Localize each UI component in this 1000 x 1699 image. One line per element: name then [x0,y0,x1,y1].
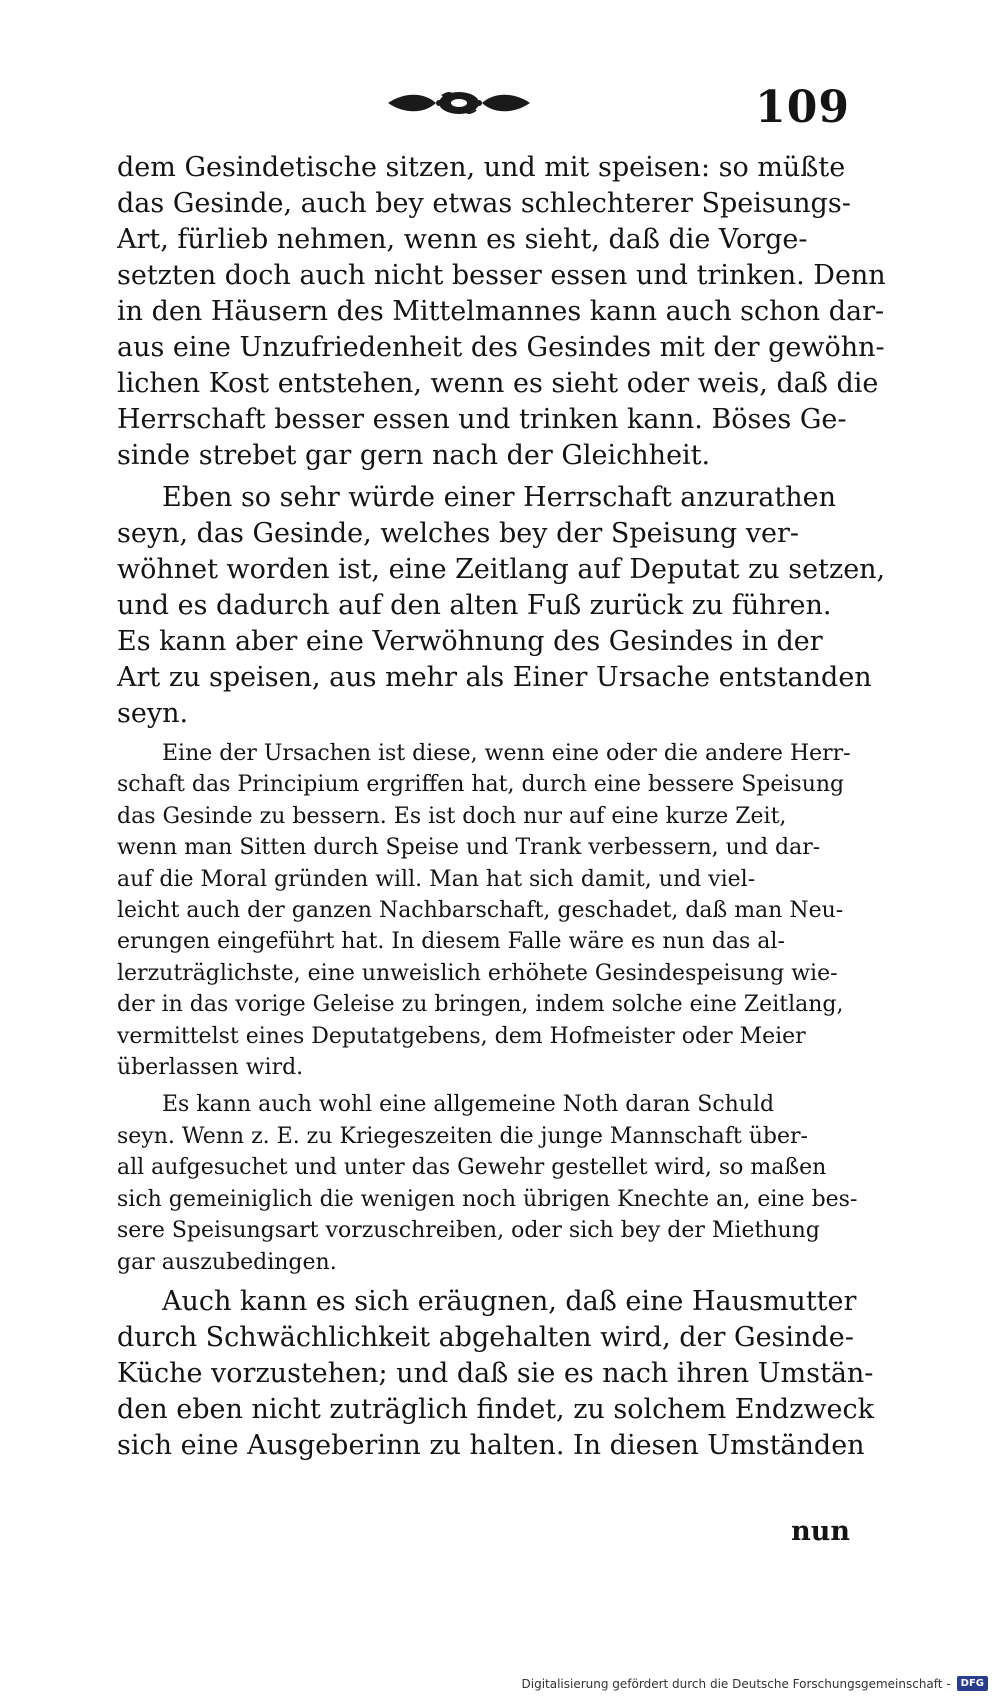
text-line: sich eine Ausgeberinn zu halten. In diesen Umständen [117,1429,865,1461]
text-line: sich gemeiniglich die wenigen noch übrigen Knechte an, eine bes- [117,1186,858,1212]
text-line: all aufgesuchet und unter das Gewehr gestellet wird, so maßen [117,1155,827,1181]
page-number: 109 [755,82,850,133]
text-line: vermittelst eines Deputatgebens, dem Hofmeister oder Meier [117,1023,806,1049]
text-line: erungen eingeführt hat. In diesem Falle wäre es nun das al- [117,929,785,955]
text-line: setzten doch auch nicht besser essen und trinken. Denn [117,260,886,291]
paragraph [117,738,857,1083]
text-line: das Gesinde zu bessern. Es ist doch nur auf eine kurze Zeit, [117,803,787,829]
text-line: lichen Kost entstehen, wenn es sieht oder weis, daß die [117,368,879,399]
text-line: wenn man Sitten durch Speise und Trank verbessern, und dar- [117,835,821,861]
paragraph [117,150,886,474]
text-line: in den Häusern des Mittelmannes kann auch schon dar- [117,296,885,327]
text-line: Es kann auch wohl eine allgemeine Noth daran Schuld [162,1092,775,1118]
text-line: Eine der Ursachen ist diese, wenn eine oder die andere Herr- [162,741,851,766]
text-line: sere Speisungsart vorzuschreiben, oder sich bey der Miethung [117,1218,820,1244]
text-line: dem Gesindetische sitzen, und mit speisen: so müßte [117,152,846,183]
paragraph [117,1284,875,1464]
text-line: seyn. [117,698,189,729]
text-line: schaft das Principium ergriffen hat, durch eine bessere Speisung [117,772,845,798]
text-line: lerzuträglichste, eine unweislich erhöhete Gesindespeisung wie- [117,960,838,986]
text-line: überlassen wird. [117,1055,304,1081]
footer-attribution [522,1676,989,1691]
page-header [0,82,1000,152]
decorative-vignette-icon [384,88,534,118]
text-line: Herrschaft besser essen und trinken kann. Böses Ge- [117,404,847,435]
text-line: das Gesinde, auch bey etwas schlechterer Speisungs- [117,188,851,219]
text-line: und es dadurch auf den alten Fuß zurück zu führen. [117,590,832,621]
text-line: aus eine Unzufriedenheit des Gesindes mit der gewöhn- [117,332,885,363]
text-line: gar auszubedingen. [117,1249,337,1275]
footer-text: Digitalisierung gefördert durch die Deutsche Forschungsgemeinschaft - [521,1676,951,1691]
catchword: nun [791,1516,850,1547]
text-line: wöhnet worden ist, eine Zeitlang auf Deputat zu setzen, [117,554,886,585]
text-line: seyn, das Gesinde, welches bey der Speisung ver- [117,518,799,549]
text-line: sinde strebet gar gern nach der Gleichheit. [117,440,711,471]
text-line: den eben nicht zuträglich findet, zu solchem Endzweck [117,1393,875,1425]
text-line: Auch kann es sich eräugnen, daß eine Hausmutter [162,1285,857,1317]
text-line: auf die Moral gründen will. Man hat sich damit, und viel- [117,866,756,892]
text-line: Küche vorzustehen; und daß sie es nach ihren Umstän- [117,1357,874,1389]
text-line: Art, fürlieb nehmen, wenn es sieht, daß die Vorge- [117,224,808,255]
text-line: Es kann aber eine Verwöhnung des Gesindes in der [117,626,823,657]
text-line: durch Schwächlichkeit abgehalten wird, der Gesinde- [117,1321,854,1353]
text-line: Eben so sehr würde einer Herrschaft anzurathen [162,482,837,513]
paragraph [117,480,886,732]
text-line: leicht auch der ganzen Nachbarschaft, geschadet, daß man Neu- [117,898,844,924]
paragraph [117,1089,857,1277]
dfg-logo: DFG [957,1676,988,1691]
text-line: der in das vorige Geleise zu bringen, indem solche eine Zeitlang, [117,992,844,1018]
text-line: Art zu speisen, aus mehr als Einer Ursache entstanden [117,662,872,693]
body-text [117,150,886,1464]
text-line: seyn. Wenn z. E. zu Kriegeszeiten die junge Mannschaft über- [117,1123,808,1149]
